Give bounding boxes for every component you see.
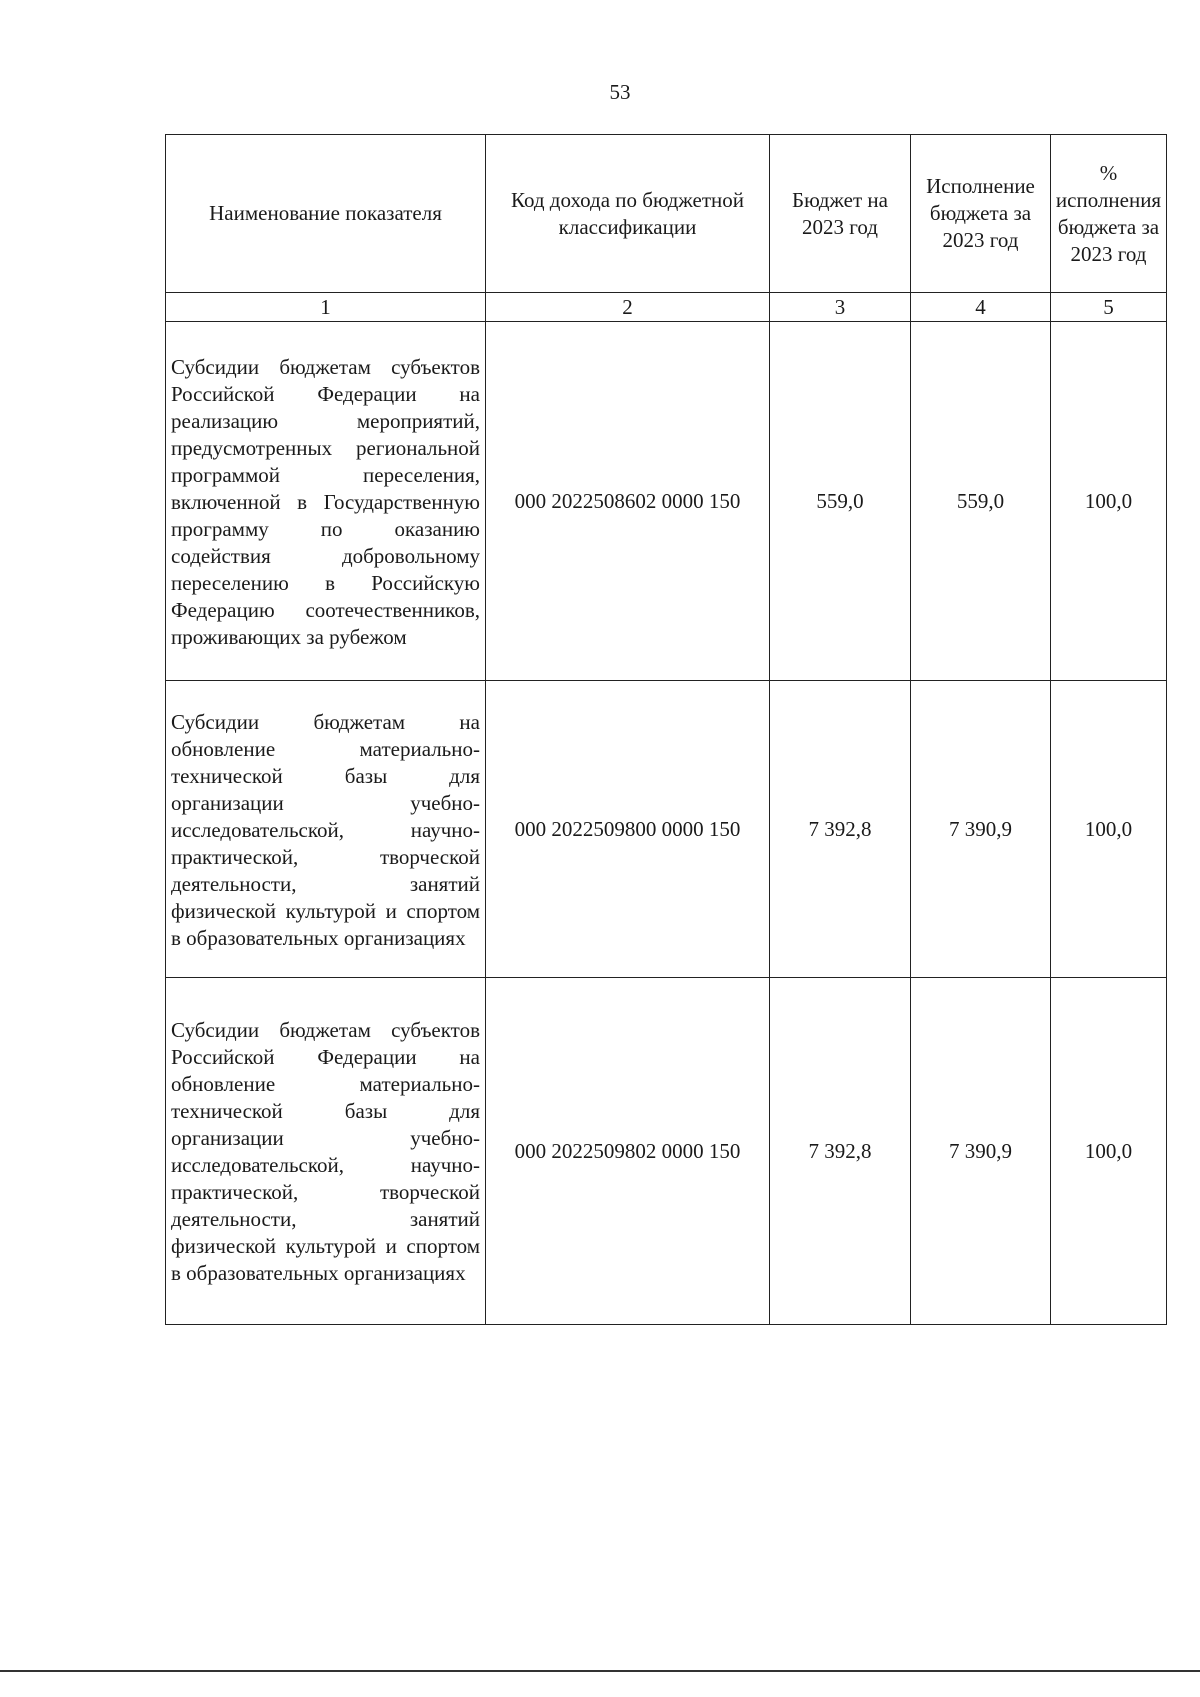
table-row xyxy=(166,681,1167,978)
column-number: 1 xyxy=(166,293,486,322)
income-code-cell: 000 2022509802 0000 150 xyxy=(486,978,770,1325)
execution-cell: 559,0 xyxy=(911,322,1051,681)
column-number: 4 xyxy=(911,293,1051,322)
column-number: 3 xyxy=(770,293,911,322)
execution-cell: 7 390,9 xyxy=(911,681,1051,978)
indicator-name-cell: Субсидии бюджетам на обновление материально-технической базы для организации учебно-исследовательской, научно-практической, творческой деятельности, занятий физической культурой и спортом в образовательных организациях xyxy=(166,681,486,978)
table-header-row xyxy=(166,135,1167,293)
header-execution-2023: Исполнение бюджета за 2023 год xyxy=(911,135,1051,293)
execution-cell: 7 390,9 xyxy=(911,978,1051,1325)
income-code-cell: 000 2022508602 0000 150 xyxy=(486,322,770,681)
budget-execution-table xyxy=(165,134,1167,1325)
budget-cell: 559,0 xyxy=(770,322,911,681)
indicator-name-cell: Субсидии бюджетам субъектов Российской Федерации на реализацию мероприятий, предусмотренных региональной программой переселения, включенной в Государственную программу по оказанию содействия добровольному переселению в Российскую Федерацию соотечественников, проживающих за рубежом xyxy=(166,322,486,681)
budget-cell: 7 392,8 xyxy=(770,681,911,978)
page-number: 53 xyxy=(609,80,631,104)
header-budget-2023: Бюджет на 2023 год xyxy=(770,135,911,293)
header-indicator-name: Наименование показателя xyxy=(166,135,486,293)
header-execution-percent: % исполнения бюджета за 2023 год xyxy=(1051,135,1167,293)
column-number: 2 xyxy=(486,293,770,322)
table-row xyxy=(166,978,1167,1325)
page-bottom-rule xyxy=(0,1670,1200,1672)
percent-cell: 100,0 xyxy=(1051,978,1167,1325)
percent-cell: 100,0 xyxy=(1051,681,1167,978)
income-code-cell: 000 2022509800 0000 150 xyxy=(486,681,770,978)
column-number-row xyxy=(166,293,1167,322)
indicator-name-cell: Субсидии бюджетам субъектов Российской Федерации на обновление материально-технической базы для организации учебно-исследовательской, научно-практической, творческой деятельности, занятий физической культурой и спортом в образовательных организациях xyxy=(166,978,486,1325)
budget-cell: 7 392,8 xyxy=(770,978,911,1325)
header-income-code: Код дохода по бюджетной классификации xyxy=(486,135,770,293)
percent-cell: 100,0 xyxy=(1051,322,1167,681)
table-row xyxy=(166,322,1167,681)
column-number: 5 xyxy=(1051,293,1167,322)
